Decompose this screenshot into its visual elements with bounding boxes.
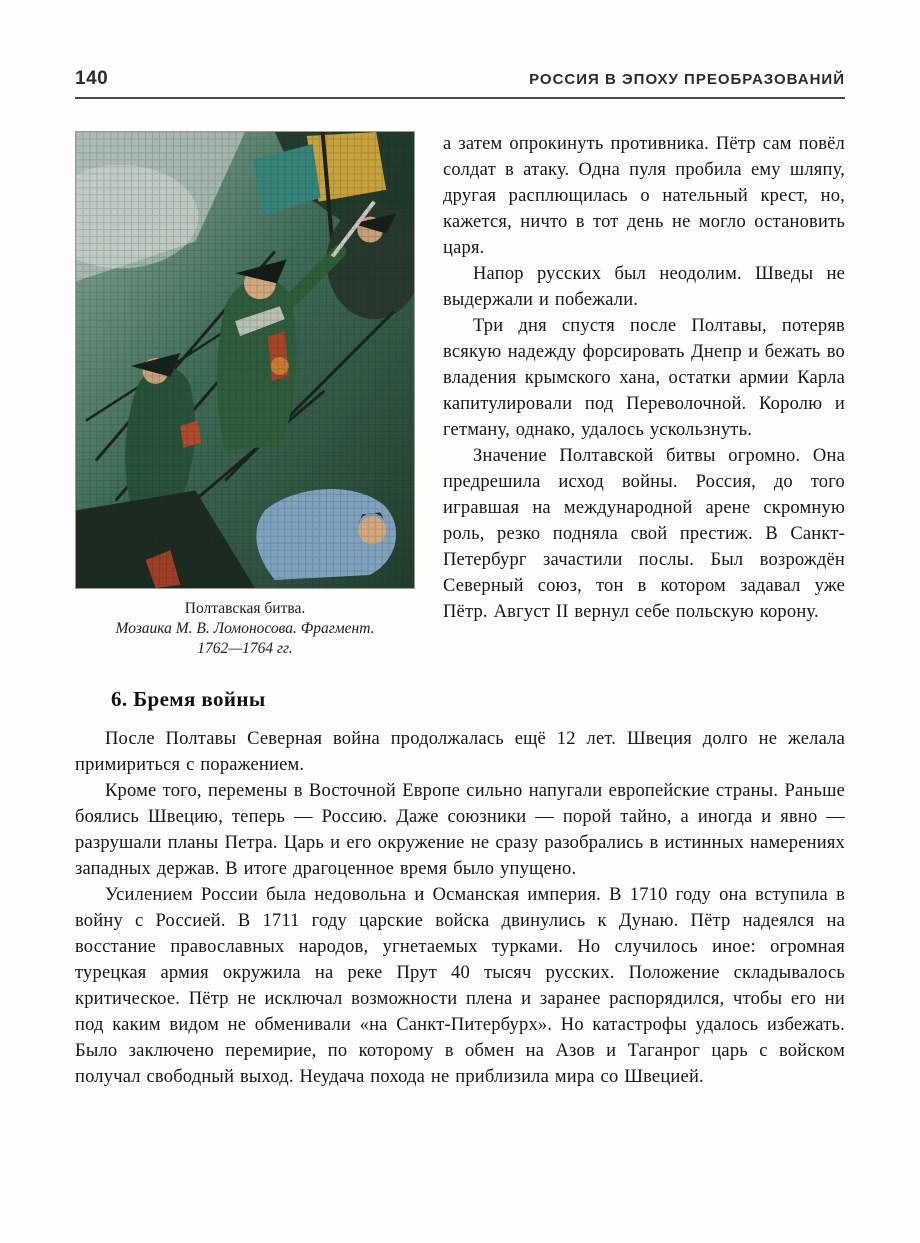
column-text xyxy=(443,131,845,625)
column-paragraph-4: Значение Полтавской битвы огромно. Она предрешила исход войны. Россия, до того игравшая на международной арене скромную роль, резко подняла свой престиж. В Санкт-Петербург зачастили послы. Был возрождён Северный союз, тон в котором задавал уже Пётр. Август II вернул себе польскую корону. xyxy=(443,446,845,622)
poltava-figure xyxy=(75,131,415,659)
header-rule xyxy=(75,97,845,99)
column-paragraph-2: Напор русских был неодолим. Шведы не выдержали и побежали. xyxy=(443,264,845,310)
figure-caption-years: 1762—1764 гг. xyxy=(197,640,293,657)
page-header xyxy=(75,68,845,90)
section-paragraph-2: Кроме того, перемены в Восточной Европе сильно напугали европейские страны. Раньше боялись Швецию, теперь — Россию. Даже союзники — порой тайно, а иногда и явно — разрушали планы Петра. Царь и его окружение не сразу разобрались в истинных намерениях западных держав. В итоге драгоценное время было упущено. xyxy=(75,781,845,879)
section-heading: 6. Бремя войны xyxy=(111,687,266,711)
figure-caption-title: Полтавская битва. xyxy=(184,600,306,617)
running-title: РОССИЯ В ЭПОХУ ПРЕОБРАЗОВАНИЙ xyxy=(529,71,845,88)
page-number: 140 xyxy=(75,68,109,89)
section-paragraph-3: Усилением России была недовольна и Османская империя. В 1710 году она вступила в войну с Россией. В 1711 году царские войска двинулись к Дунаю. Пётр надеялся на восстание православных народов, угнетаемых турками. Но случилось иное: огромная турецкая армия окружила на реке Прут 40 тысяч русских. Положение складывалось критическое. Пётр не исключал возможности плена и заранее распорядился, чтобы его ни под каким видом не обменивали «на Санкт-Питербурх». Но катастрофы удалось избежать. Было заключено перемирие, по которому в обмен на Азов и Таганрог царь с войском получал свободный выход. Неудача похода не приблизила мира со Швецией. xyxy=(75,885,845,1087)
figure-caption-source: Мозаика М. В. Ломоносова. Фрагмент. xyxy=(115,620,375,637)
figure-caption xyxy=(75,599,415,659)
figure-and-text-section xyxy=(75,131,845,659)
section-body-text xyxy=(75,726,845,1090)
column-paragraph-3: Три дня спустя после Полтавы, потеряв всякую надежду форсировать Днепр и бежать во владения крымского хана, остатки армии Карла капитулировали под Переволочной. Королю и гетману, однако, удалось ускользнуть. xyxy=(443,316,845,440)
poltava-battle-mosaic-image xyxy=(75,131,415,589)
column-paragraph-1: а затем опрокинуть противника. Пётр сам повёл солдат в атаку. Одна пуля пробила ему шляпу, другая расплющилась о нательный крест, но, кажется, ничто в тот день не могло остановить царя. xyxy=(443,134,845,258)
section-paragraph-1: После Полтавы Северная война продолжалась ещё 12 лет. Швеция долго не желала примириться с поражением. xyxy=(75,729,845,775)
